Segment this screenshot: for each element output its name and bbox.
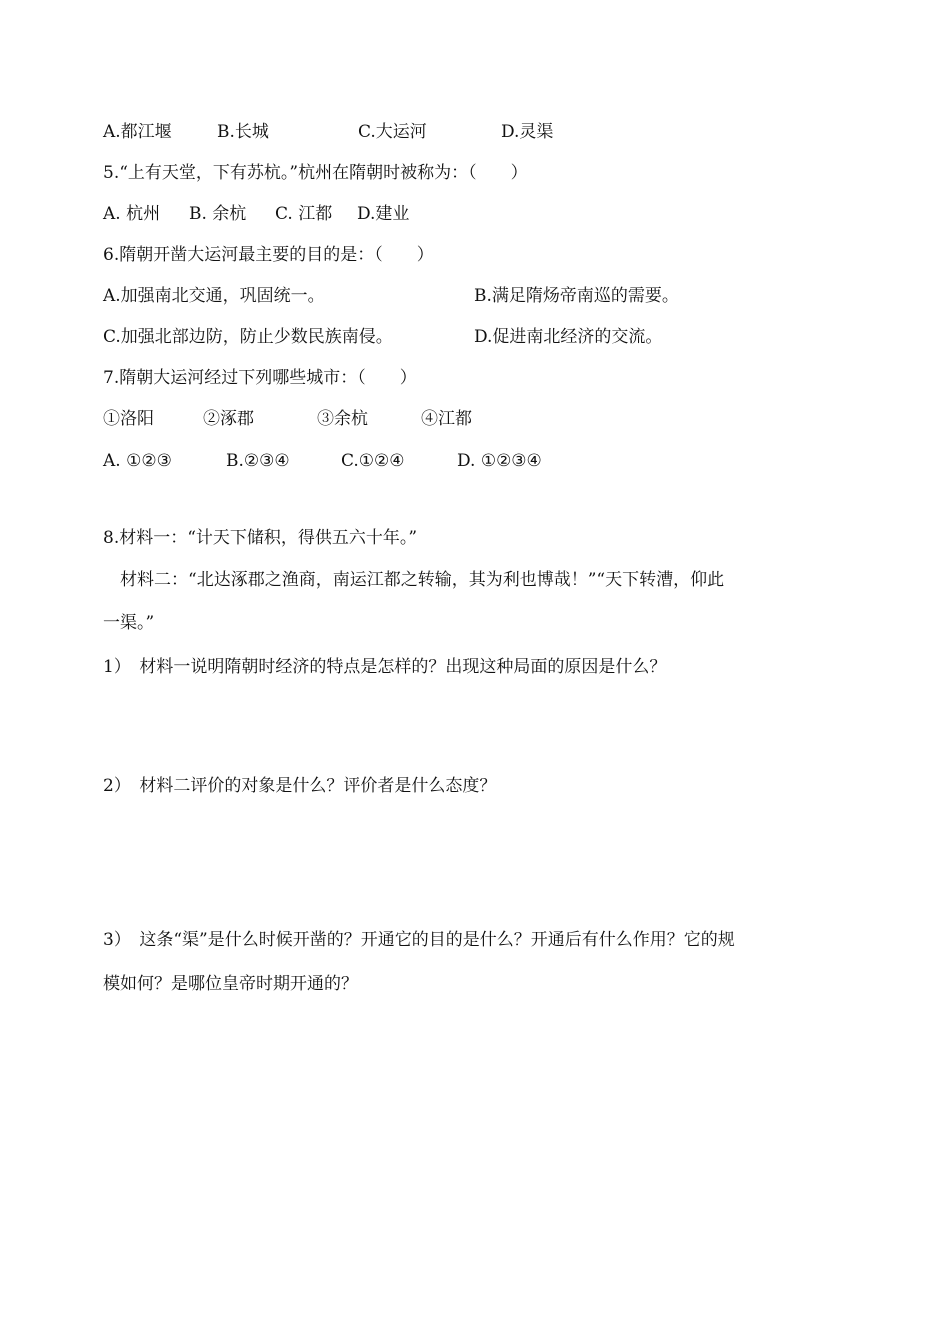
q7-option-c: C.①②④ bbox=[341, 451, 405, 471]
q7-city-2: ②涿郡 bbox=[203, 409, 254, 429]
q5-stem: 5.“上有天堂，下有苏杭。”杭州在隋朝时被称为：（ ） bbox=[103, 163, 528, 183]
q6-stem: 6.隋朝开凿大运河最主要的目的是：（ ） bbox=[103, 245, 434, 265]
q4-option-b: B.长城 bbox=[217, 122, 269, 142]
q4-option-a: A.都江堰 bbox=[103, 122, 172, 142]
q6-option-c: C.加强北部边防，防止少数民族南侵。 bbox=[103, 327, 393, 347]
q6-option-d: D.促进南北经济的交流。 bbox=[474, 327, 663, 347]
q8-subquestion-3-line2: 模如何？是哪位皇帝时期开通的？ bbox=[103, 974, 358, 994]
q5-option-d: D.建业 bbox=[357, 204, 410, 224]
q6-option-a: A.加强南北交通，巩固统一。 bbox=[103, 286, 325, 306]
q7-city-4: ④江都 bbox=[421, 409, 472, 429]
q8-material-1: 8.材料一：“计天下储积，得供五六十年。” bbox=[103, 528, 418, 548]
q5-option-a: A. 杭州 bbox=[103, 204, 161, 224]
q7-option-b: B.②③④ bbox=[226, 451, 290, 471]
q4-option-d: D.灵渠 bbox=[501, 122, 554, 142]
q5-option-c: C. 江都 bbox=[275, 204, 333, 224]
q7-city-1: ①洛阳 bbox=[103, 409, 154, 429]
q6-option-b: B.满足隋炀帝南巡的需要。 bbox=[474, 286, 679, 306]
q8-subquestion-3-line1: 3） 这条“渠”是什么时候开凿的？开通它的目的是什么？开通后有什么作用？它的规 bbox=[103, 930, 735, 950]
q7-option-d: D. ①②③④ bbox=[457, 451, 542, 471]
q7-option-a: A. ①②③ bbox=[103, 451, 172, 471]
q7-city-3: ③余杭 bbox=[317, 409, 368, 429]
q8-subquestion-2: 2） 材料二评价的对象是什么？评价者是什么态度？ bbox=[103, 776, 497, 796]
q4-option-c: C.大运河 bbox=[358, 122, 427, 142]
q8-material-2-line1: 材料二：“北达涿郡之渔商，南运江都之转输，其为利也博哉！”“天下转漕，仰此 bbox=[120, 570, 725, 590]
q8-subquestion-1: 1） 材料一说明隋朝时经济的特点是怎样的？出现这种局面的原因是什么？ bbox=[103, 657, 667, 677]
q7-stem: 7.隋朝大运河经过下列哪些城市：（ ） bbox=[103, 368, 417, 388]
q8-material-2-line2: 一渠。” bbox=[103, 613, 155, 633]
q5-option-b: B. 余杭 bbox=[189, 204, 247, 224]
